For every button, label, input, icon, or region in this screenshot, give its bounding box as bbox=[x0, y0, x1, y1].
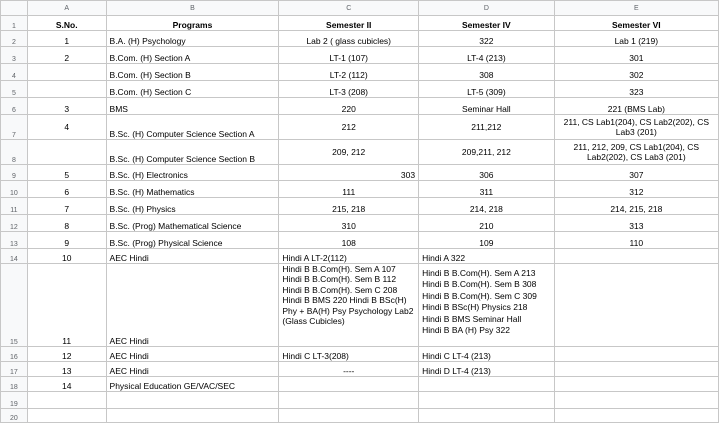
cell-line: Hindi B B.Com(H). Sem B 308 bbox=[422, 279, 537, 290]
cell-program[interactable]: B.Com. (H) Section C bbox=[106, 81, 279, 98]
cell-sno[interactable]: 13 bbox=[27, 362, 106, 377]
cell-sem4[interactable]: 214, 218 bbox=[419, 198, 555, 215]
row-header[interactable]: 7 bbox=[1, 115, 28, 140]
cell-sem2[interactable]: 310 bbox=[279, 215, 419, 232]
row-header[interactable]: 17 bbox=[1, 362, 28, 377]
cell-sem6[interactable]: 214, 215, 218 bbox=[554, 198, 718, 215]
sheet-row bbox=[1, 377, 719, 392]
row-header[interactable]: 11 bbox=[1, 198, 28, 215]
row-header[interactable]: 19 bbox=[1, 392, 28, 409]
cell-sem6[interactable]: 110 bbox=[554, 232, 718, 249]
row-header[interactable]: 5 bbox=[1, 81, 28, 98]
cell-sem6[interactable]: 323 bbox=[554, 81, 718, 98]
cell-sem6[interactable] bbox=[554, 347, 718, 362]
cell-sem6[interactable]: 307 bbox=[554, 165, 718, 181]
cell-sem4[interactable]: 211,212 bbox=[419, 115, 555, 140]
cell-program[interactable]: AEC Hindi bbox=[106, 347, 279, 362]
cell-sem6[interactable]: 312 bbox=[554, 181, 718, 198]
cell-sem2[interactable]: 111 bbox=[279, 181, 419, 198]
cell-sem4[interactable]: Hindi D LT-4 (213) bbox=[419, 362, 555, 377]
cell-program[interactable]: B.Sc. (H) Computer Science Section B bbox=[106, 140, 279, 165]
empty-cell[interactable] bbox=[106, 392, 279, 409]
cell-sno[interactable]: 3 bbox=[27, 98, 106, 115]
cell-sno[interactable] bbox=[27, 140, 106, 165]
sheet-row bbox=[1, 264, 719, 347]
cell-sem2[interactable]: Lab 2 ( glass cubicles) bbox=[279, 31, 419, 47]
row-header[interactable]: 2 bbox=[1, 31, 28, 47]
cell-sem4[interactable]: 210 bbox=[419, 215, 555, 232]
cell-program[interactable]: B.Sc. (H) Computer Science Section A bbox=[106, 115, 279, 140]
column-header-row bbox=[1, 1, 719, 16]
cell-sno[interactable]: 11 bbox=[27, 264, 106, 347]
empty-cell[interactable] bbox=[27, 409, 106, 423]
cell-sem4[interactable] bbox=[419, 377, 555, 392]
cell-sem4[interactable]: Hindi C LT-4 (213) bbox=[419, 347, 555, 362]
sheet-row bbox=[1, 47, 719, 64]
cell-sno[interactable]: 7 bbox=[27, 198, 106, 215]
cell-sno[interactable]: 14 bbox=[27, 377, 106, 392]
cell-sem2[interactable]: 220 bbox=[279, 98, 419, 115]
cell-sem2[interactable]: Hindi C LT-3(208) bbox=[279, 347, 419, 362]
empty-cell[interactable] bbox=[279, 409, 419, 423]
empty-cell[interactable] bbox=[279, 392, 419, 409]
sheet-row bbox=[1, 392, 719, 409]
row-header[interactable]: 15 bbox=[1, 264, 28, 347]
cell-sem4[interactable]: LT-5 (309) bbox=[419, 81, 555, 98]
cell-program[interactable]: B.Sc. (H) Physics bbox=[106, 198, 279, 215]
cell-program[interactable]: AEC Hindi bbox=[106, 362, 279, 377]
column-header-e[interactable]: E bbox=[554, 1, 718, 16]
cell-sem4[interactable]: 308 bbox=[419, 64, 555, 81]
column-header-b[interactable]: B bbox=[106, 1, 279, 16]
cell-sem2[interactable]: 215, 218 bbox=[279, 198, 419, 215]
cell-program[interactable]: AEC Hindi bbox=[106, 249, 279, 264]
cell-sem6[interactable] bbox=[554, 377, 718, 392]
cell-sem2[interactable]: 212 bbox=[279, 115, 419, 140]
column-header-a[interactable]: A bbox=[27, 1, 106, 16]
cell-sno[interactable]: 5 bbox=[27, 165, 106, 181]
row-header[interactable]: 18 bbox=[1, 377, 28, 392]
cell-sno[interactable]: 1 bbox=[27, 31, 106, 47]
cell-sno[interactable]: 2 bbox=[27, 47, 106, 64]
empty-cell[interactable] bbox=[419, 392, 555, 409]
cell-program[interactable]: B.Com. (H) Section A bbox=[106, 47, 279, 64]
cell-program[interactable]: B.Sc. (H) Mathematics bbox=[106, 181, 279, 198]
cell-sem4-header[interactable]: Semester IV bbox=[419, 16, 555, 31]
cell-sno[interactable]: 12 bbox=[27, 347, 106, 362]
cell-sem4[interactable]: 306 bbox=[419, 165, 555, 181]
cell-sem2[interactable]: 303 bbox=[279, 165, 419, 181]
sheet-row bbox=[1, 232, 719, 249]
cell-sem6[interactable] bbox=[554, 249, 718, 264]
cell-sno[interactable]: 8 bbox=[27, 215, 106, 232]
column-header-c[interactable]: C bbox=[279, 1, 419, 16]
cell-program[interactable]: B.A. (H) Psychology bbox=[106, 31, 279, 47]
empty-cell[interactable] bbox=[554, 409, 718, 423]
cell-program[interactable]: B.Sc. (Prog) Mathematical Science bbox=[106, 215, 279, 232]
sheet-row bbox=[1, 140, 719, 165]
cell-line: Hindi B B.Com(H). Sem C 309 bbox=[422, 290, 537, 301]
sheet-row bbox=[1, 362, 719, 377]
cell-sno[interactable]: 4 bbox=[27, 115, 106, 140]
cell-sno[interactable] bbox=[27, 64, 106, 81]
empty-cell[interactable] bbox=[554, 392, 718, 409]
cell-sem2[interactable]: ---- bbox=[279, 362, 419, 377]
cell-sem2[interactable]: 108 bbox=[279, 232, 419, 249]
empty-cell[interactable] bbox=[419, 409, 555, 423]
column-header-d[interactable]: D bbox=[419, 1, 555, 16]
row-header[interactable]: 20 bbox=[1, 409, 28, 423]
cell-sem6[interactable]: 221 (BMS Lab) bbox=[554, 98, 718, 115]
cell-sem4-multiline[interactable] bbox=[419, 264, 555, 347]
cell-sem2[interactable]: 209, 212 bbox=[279, 140, 419, 165]
cell-sem6[interactable]: 302 bbox=[554, 64, 718, 81]
row-header[interactable]: 4 bbox=[1, 64, 28, 81]
cell-sem4[interactable]: LT-4 (213) bbox=[419, 47, 555, 64]
sheet-row bbox=[1, 16, 719, 31]
row-header[interactable]: 12 bbox=[1, 215, 28, 232]
cell-sem2[interactable] bbox=[279, 377, 419, 392]
row-header[interactable]: 9 bbox=[1, 165, 28, 181]
cell-line: Hindi B BA (H) Psy 322 bbox=[422, 325, 510, 336]
cell-sno[interactable] bbox=[27, 81, 106, 98]
sheet-row bbox=[1, 347, 719, 362]
sheet-row bbox=[1, 215, 719, 232]
cell-sem6-header[interactable]: Semester VI bbox=[554, 16, 718, 31]
cell-programs-header[interactable]: Programs bbox=[106, 16, 279, 31]
row-header[interactable]: 16 bbox=[1, 347, 28, 362]
sheet-row bbox=[1, 165, 719, 181]
cell-sem4[interactable]: 109 bbox=[419, 232, 555, 249]
row-header[interactable]: 13 bbox=[1, 232, 28, 249]
cell-sno[interactable]: 10 bbox=[27, 249, 106, 264]
empty-cell[interactable] bbox=[27, 392, 106, 409]
cell-sem4[interactable]: 209,211, 212 bbox=[419, 140, 555, 165]
sheet-row bbox=[1, 249, 719, 264]
cell-sem4[interactable]: Hindi A 322 bbox=[419, 249, 555, 264]
cell-program[interactable]: B.Sc. (Prog) Physical Science bbox=[106, 232, 279, 249]
cell-program[interactable]: BMS bbox=[106, 98, 279, 115]
sheet-row bbox=[1, 198, 719, 215]
cell-sem4[interactable]: Seminar Hall bbox=[419, 98, 555, 115]
cell-sem6[interactable]: Lab 1 (219) bbox=[554, 31, 718, 47]
row-header[interactable]: 14 bbox=[1, 249, 28, 264]
cell-program[interactable]: B.Com. (H) Section B bbox=[106, 64, 279, 81]
sheet-row bbox=[1, 98, 719, 115]
cell-program[interactable]: AEC Hindi bbox=[106, 264, 279, 347]
cell-sem2-header[interactable]: Semester II bbox=[279, 16, 419, 31]
cell-sem6[interactable]: 301 bbox=[554, 47, 718, 64]
sheet-row bbox=[1, 115, 719, 140]
cell-line: Hindi B B.Com(H). Sem A 213 bbox=[422, 268, 536, 278]
cell-sem6[interactable] bbox=[554, 362, 718, 377]
cell-sno[interactable]: 6 bbox=[27, 181, 106, 198]
cell-program[interactable]: B.Sc. (H) Electronics bbox=[106, 165, 279, 181]
cell-sem2[interactable]: LT-2 (112) bbox=[279, 64, 419, 81]
cell-sem2-multiline[interactable]: Hindi B B.Com(H). Sem A 107 Hindi B B.Com(H). Sem B 112 Hindi B B.Com(H). Sem C 208 Hindi B BMS 220 Hindi B BSc(H) Phy + BA(H) Psy Psychology Lab2 (Glass Cubicles) bbox=[279, 264, 419, 347]
cell-line: Hindi B BSc(H) Physics 218 bbox=[422, 302, 528, 313]
row-header[interactable]: 1 bbox=[1, 16, 28, 31]
cell-sem4[interactable]: 322 bbox=[419, 31, 555, 47]
row-header[interactable]: 6 bbox=[1, 98, 28, 115]
cell-sem6[interactable] bbox=[554, 264, 718, 347]
sheet-row bbox=[1, 31, 719, 47]
cell-program[interactable]: Physical Education GE/VAC/SEC bbox=[106, 377, 279, 392]
cell-sem2[interactable]: LT-1 (107) bbox=[279, 47, 419, 64]
select-all-corner[interactable] bbox=[1, 1, 28, 16]
sheet-row bbox=[1, 409, 719, 423]
empty-cell[interactable] bbox=[106, 409, 279, 423]
cell-sem6[interactable]: 211, 212, 209, CS Lab1(204), CS Lab2(202), CS Lab3 (201) bbox=[554, 140, 718, 165]
sheet-row bbox=[1, 64, 719, 81]
sheet-row bbox=[1, 181, 719, 198]
row-header[interactable]: 3 bbox=[1, 47, 28, 64]
cell-sem6[interactable]: 211, CS Lab1(204), CS Lab2(202), CS Lab3 (201) bbox=[554, 115, 718, 140]
cell-line: Hindi B BMS Seminar Hall bbox=[422, 313, 522, 324]
cell-sem2[interactable]: Hindi A LT-2(112) bbox=[279, 249, 419, 264]
row-header[interactable]: 10 bbox=[1, 181, 28, 198]
cell-sem6[interactable]: 313 bbox=[554, 215, 718, 232]
cell-sno-header[interactable]: S.No. bbox=[27, 16, 106, 31]
cell-sno[interactable]: 9 bbox=[27, 232, 106, 249]
cell-sem4[interactable]: 311 bbox=[419, 181, 555, 198]
sheet-row bbox=[1, 81, 719, 98]
cell-sem2[interactable]: LT-3 (208) bbox=[279, 81, 419, 98]
row-header[interactable]: 8 bbox=[1, 140, 28, 165]
